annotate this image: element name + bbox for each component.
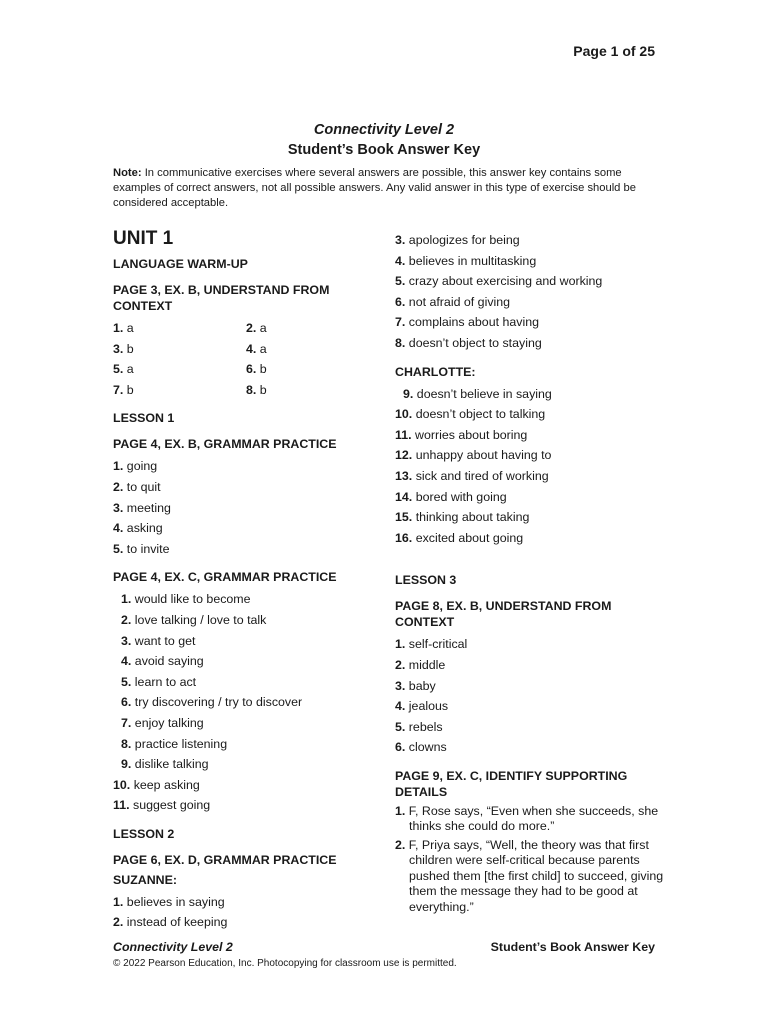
answer-item: 7. enjoy talking bbox=[121, 715, 204, 730]
answer-item: 3. baby bbox=[395, 678, 436, 693]
answer-item: 4. believes in multitasking bbox=[395, 253, 537, 268]
exercise-heading: PAGE 4, EX. B, GRAMMAR PRACTICE bbox=[113, 437, 337, 452]
lesson-heading: LESSON 1 bbox=[113, 411, 175, 426]
answer-item: 9. dislike talking bbox=[121, 757, 209, 772]
answer-item: 8. b bbox=[246, 382, 267, 397]
answer-item: 15. thinking about taking bbox=[395, 510, 530, 525]
answer-item: 6. clowns bbox=[395, 740, 447, 755]
answer-item: 6. b bbox=[246, 362, 267, 377]
answer-item: 10. keep asking bbox=[113, 777, 200, 792]
footer-subtitle: Student’s Book Answer Key bbox=[490, 940, 655, 954]
answer-item: 2. to quit bbox=[113, 479, 161, 494]
answer-item: 1. self-critical bbox=[395, 637, 468, 652]
exercise-heading: PAGE 4, EX. C, GRAMMAR PRACTICE bbox=[113, 570, 337, 585]
answer-item: 12. unhappy about having to bbox=[395, 448, 552, 463]
note-text: In communicative exercises where several answers are possible, this answer key contains some examples of correct answers, not all possible answers. Any valid answer in this type of exercise should be considered acceptable. bbox=[113, 167, 636, 209]
answer-item: 2. love talking / love to talk bbox=[121, 612, 267, 627]
answer-item: 7. complains about having bbox=[395, 315, 539, 330]
answer-item: 5. learn to act bbox=[121, 674, 197, 689]
answer-item: 7. b bbox=[113, 382, 134, 397]
answer-item: 4. a bbox=[246, 341, 267, 356]
answer-item: 2. instead of keeping bbox=[113, 915, 228, 930]
answer-item: 4. asking bbox=[113, 521, 163, 536]
speaker-label: CHARLOTTE: bbox=[395, 364, 476, 379]
answer-item: 6. not afraid of giving bbox=[395, 294, 511, 309]
answer-grid bbox=[113, 318, 368, 400]
answer-item: 1. F, Rose says, “Even when she succeeds, she thinks she could do more.” bbox=[395, 803, 659, 834]
unit-heading: UNIT 1 bbox=[113, 228, 174, 249]
answer-item: 9. doesn’t believe in saying bbox=[403, 386, 552, 401]
answer-item: 8. doesn’t object to staying bbox=[395, 335, 542, 350]
answer-item: 14. bored with going bbox=[395, 489, 507, 504]
answer-item: 3. meeting bbox=[113, 500, 171, 515]
answer-item: 4. jealous bbox=[395, 699, 449, 714]
copyright-notice: © 2022 Pearson Education, Inc. Photocopying for classroom use is permitted. bbox=[113, 958, 457, 969]
footer-title: Connectivity Level 2 bbox=[113, 940, 233, 954]
left-column bbox=[113, 228, 368, 933]
answer-item: 5. crazy about exercising and working bbox=[395, 274, 603, 289]
title-line-2: Student’s Book Answer Key bbox=[287, 142, 481, 158]
answer-item: 5. rebels bbox=[395, 719, 443, 734]
answer-item: 4. avoid saying bbox=[121, 654, 204, 669]
page-number: Page 1 of 25 bbox=[573, 43, 655, 59]
exercise-heading: PAGE 6, EX. D, GRAMMAR PRACTICE bbox=[113, 852, 337, 867]
note-label: Note: bbox=[113, 167, 142, 179]
lesson-heading: LESSON 3 bbox=[395, 573, 457, 588]
answer-item: 6. try discovering / try to discover bbox=[121, 695, 303, 710]
answer-item: 5. to invite bbox=[113, 541, 170, 556]
exercise-heading: PAGE 3, EX. B, UNDERSTAND FROM CONTEXT bbox=[113, 283, 330, 313]
answer-item: 2. a bbox=[246, 321, 267, 335]
exercise-heading: PAGE 9, EX. C, IDENTIFY SUPPORTING DETAILS bbox=[395, 768, 628, 799]
answer-item: 2. F, Priya says, “Well, the theory was that first children were self-critical because parents pushed them [the first child] to succeed, giving them the message they had to be good at everything.” bbox=[395, 837, 664, 914]
document-title bbox=[0, 120, 768, 160]
exercise-heading: PAGE 8, EX. B, UNDERSTAND FROM CONTEXT bbox=[395, 599, 612, 630]
answer-item: 13. sick and tired of working bbox=[395, 468, 549, 483]
answer-item: 5. a bbox=[113, 362, 134, 377]
note-paragraph bbox=[113, 166, 643, 211]
answer-item: 16. excited about going bbox=[395, 530, 524, 545]
answer-item: 2. middle bbox=[395, 657, 446, 672]
answer-item: 1. believes in saying bbox=[113, 894, 225, 909]
speaker-label: SUZANNE: bbox=[113, 872, 178, 887]
section-heading: LANGUAGE WARM-UP bbox=[113, 257, 248, 271]
lesson-heading: LESSON 2 bbox=[113, 826, 175, 841]
right-column bbox=[395, 230, 665, 918]
answer-item: 8. practice listening bbox=[121, 736, 228, 751]
answer-item: 1. would like to become bbox=[121, 592, 251, 607]
answer-item: 3. want to get bbox=[121, 633, 196, 648]
answer-item: 10. doesn’t object to talking bbox=[395, 407, 546, 422]
title-line-1: Connectivity Level 2 bbox=[313, 122, 455, 138]
answer-item: 1. going bbox=[113, 459, 158, 474]
answer-item: 11. suggest going bbox=[113, 798, 211, 813]
answer-item: 3. b bbox=[113, 341, 134, 356]
answer-item: 1. a bbox=[113, 321, 134, 335]
answer-item: 3. apologizes for being bbox=[395, 233, 520, 247]
answer-item: 11. worries about boring bbox=[395, 427, 528, 442]
